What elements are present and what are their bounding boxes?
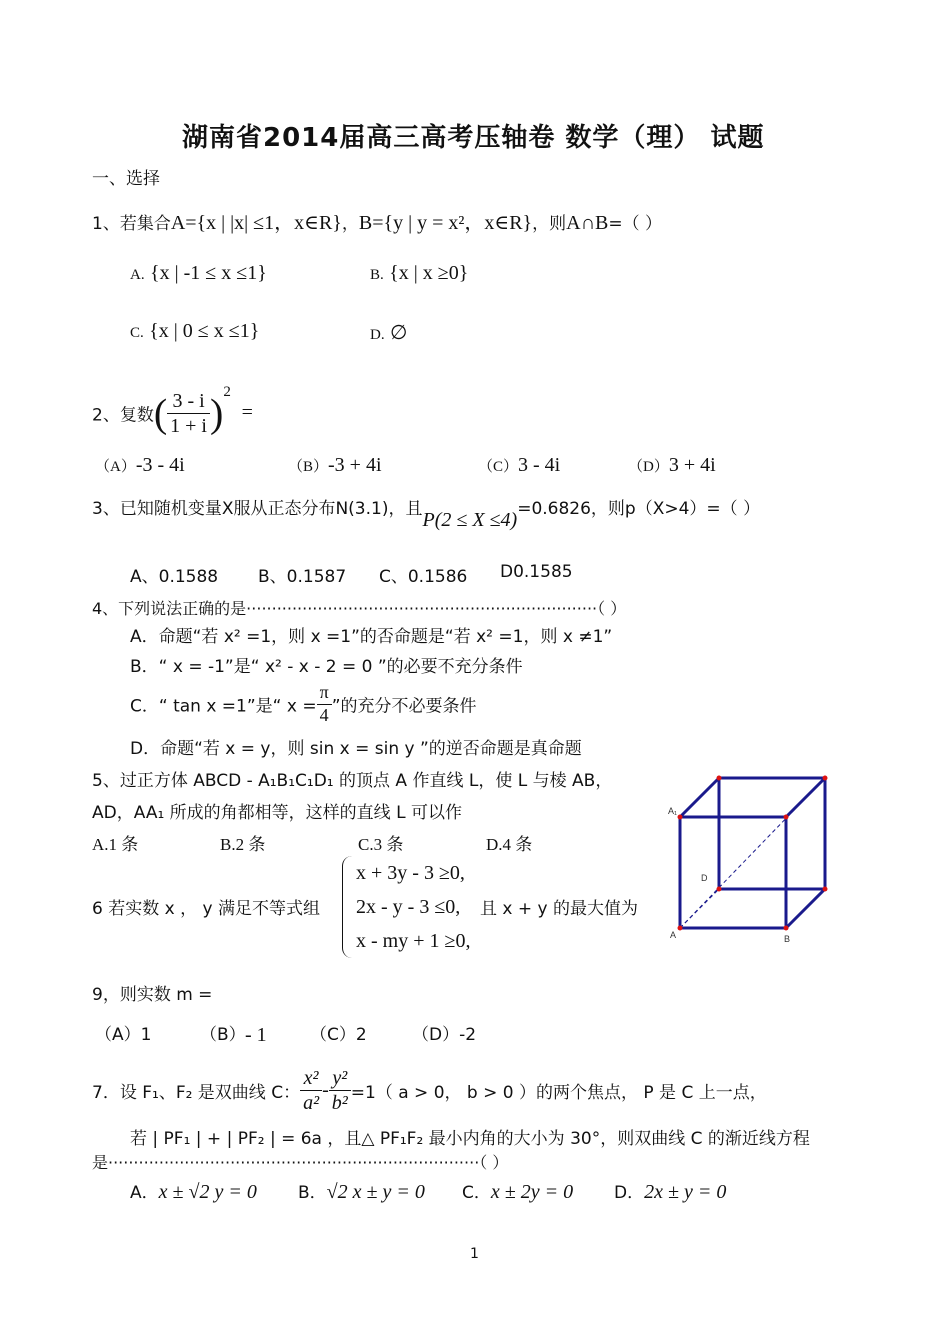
q2-option-b: （B）-3 + 4i xyxy=(288,454,382,476)
q6-option-c: （C）2 xyxy=(310,1025,367,1045)
q1-then: ，则 xyxy=(532,214,567,234)
q7-option-c: C．x ± 2y = 0 xyxy=(462,1181,574,1203)
q7-frac-y: $\frac{\text{y²}}{\text{b²}}$ xyxy=(329,1066,351,1115)
q2-prefix: 2、复数 xyxy=(92,405,154,426)
q2-fraction: $\frac{3 - i}{1 + i}$ xyxy=(167,389,210,438)
q2-option-a: （A）-3 - 4i xyxy=(95,454,185,476)
q6-option-a: （A）1 xyxy=(95,1025,152,1045)
q7-frac-x: $\frac{\text{x²}}{\text{a²}}$ xyxy=(300,1066,322,1115)
cube-label-d: D xyxy=(701,873,708,883)
q4-stem: 4、下列说法正确的是·····································································（ ） xyxy=(92,599,627,618)
q3-line: 3、已知随机变量X服从正态分布N(3.1)，且P(2 ≤ X ≤4)=0.6826，则p（X>4）=（ ） xyxy=(92,499,761,531)
q5-option-c: C.3 条 xyxy=(358,835,404,854)
q1-prefix: 1、若集合 xyxy=(92,214,171,234)
cube-edge xyxy=(786,778,825,817)
q5-option-b: B.2 条 xyxy=(220,835,266,854)
q6-option-b-value: - 1 xyxy=(245,1024,267,1046)
q1-comma: ， xyxy=(341,214,359,234)
q3-option-b: B、0.1587 xyxy=(258,567,347,587)
q7-line-2: 若 | PF₁ | + | PF₂ | = 6a ，且△ PF₁F₂ 最小内角的大小为 30°，则双曲线 C 的渐近线方程 xyxy=(130,1129,810,1149)
q1-option-a: A. {x | -1 ≤ x ≤1} xyxy=(130,262,267,284)
q6-ineq-2: 2x - y - 3 ≤0, xyxy=(356,896,461,918)
cube-label-b: B xyxy=(784,934,791,944)
q1-tail: =（ ） xyxy=(608,214,663,234)
cube-label-a: A xyxy=(670,930,677,940)
q1-option-c: C. {x | 0 ≤ x ≤1} xyxy=(130,320,260,342)
q4-option-d: D．命题“若 x = y，则 sin x = sin y ”的逆否命题是真命题 xyxy=(130,739,582,759)
cube-diagonal xyxy=(680,778,825,928)
page-number: 1 xyxy=(470,1246,479,1262)
q5-line-2: AD，AA₁ 所成的角都相等，这样的直线 L 可以作 xyxy=(92,803,462,823)
q4-option-c: C．“ tan x =1”是“ x = $\frac{\pi}{4}$ ”的充分不必要条件 xyxy=(130,682,477,725)
q3-option-a: A、0.1588 xyxy=(130,567,219,587)
q6-option-d: （D）-2 xyxy=(412,1025,477,1045)
q1-option-d: D. ∅ xyxy=(370,322,408,344)
q6-ineq-3: x - my + 1 ≥0, xyxy=(356,930,471,952)
q1-expr: A∩B xyxy=(566,212,609,234)
cube-figure xyxy=(664,768,864,948)
q1-option-b: B. {x | x ≥0} xyxy=(370,262,469,284)
q2-option-d: （D）3 + 4i xyxy=(628,454,716,476)
q2-option-c: （C）3 - 4i xyxy=(478,454,561,476)
q1-set-a: A={x | |x| ≤1，x∈R} xyxy=(170,212,342,234)
page-title: 湖南省2014届高三高考压轴卷 数学（理） 试题 xyxy=(182,123,765,153)
q7-option-d: D．2x ± y = 0 xyxy=(614,1181,727,1203)
cube-label-a1: A₁ xyxy=(668,806,678,816)
q6-pre: 6 若实数 x ， y 满足不等式组 xyxy=(92,899,320,919)
q7-option-a: A．x ± √2 y = 0 xyxy=(130,1181,257,1203)
q2-line: 2、复数( $\frac{3 - i}{1 + i}$ )$^2$ = xyxy=(92,384,253,437)
q1-set-b: B={y | y = x²，x∈R} xyxy=(358,212,533,234)
q1-line xyxy=(92,206,662,235)
q4-option-b: B．“ x = -1”是“ x² - x - 2 = 0 ”的必要不充分条件 xyxy=(130,657,523,677)
q5-option-d: D.4 条 xyxy=(486,835,533,854)
q3-option-c: C、0.1586 xyxy=(379,567,468,587)
q6-continuation: 9，则实数 m = xyxy=(92,985,213,1005)
q5-option-a: A.1 条 xyxy=(92,835,139,854)
q7-line-3: 是·········································································（ ） xyxy=(92,1153,509,1172)
q7-line-1: 7．设 F₁、F₂ 是双曲线 C： $\frac{\text{x²}}{\text{a²}}$ - $\frac{\text{y²}}{\text{b²}}$ =1（ a > 0， b > 0 ）的两个焦点， P 是 C 上一点， xyxy=(92,1067,767,1114)
q4-option-a: A．命题“若 x² =1，则 x =1”的否命题是“若 x² =1，则 x ≠1” xyxy=(130,627,613,647)
section-heading: 一、选择 xyxy=(92,169,160,189)
cube-edge xyxy=(680,778,719,817)
cube-edge xyxy=(786,889,825,928)
q7-option-b: B．√2 x ± y = 0 xyxy=(298,1181,425,1203)
q6-ineq-1: x + 3y - 3 ≥0, xyxy=(356,862,465,884)
q5-line-1: 5、过正方体 ABCD - A₁B₁C₁D₁ 的顶点 A 作直线 L，使 L 与棱 AB， xyxy=(92,771,613,791)
q6-post: 且 x + y 的最大值为 xyxy=(480,899,638,919)
q6-brace xyxy=(342,856,353,958)
q3-expr: P(2 ≤ X ≤4) xyxy=(422,509,518,531)
q3-option-d: D0.1585 xyxy=(500,562,573,582)
q6-option-b: （B） xyxy=(200,1025,246,1045)
